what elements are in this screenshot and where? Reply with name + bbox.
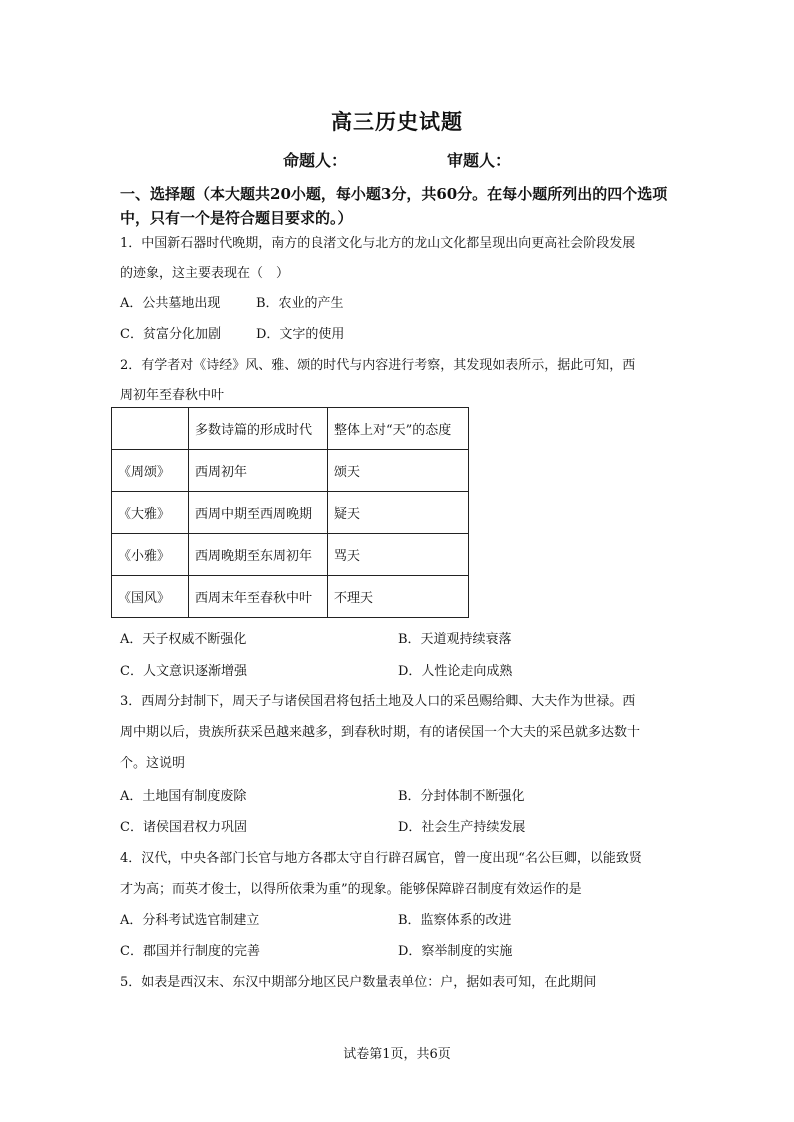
table-row: [112, 492, 469, 534]
q4-stem-line2: 才为高；而英才俊士，以得所依秉为重”的现象。能够保障辟召制度有效运作的是: [120, 882, 582, 897]
q4-option-d[interactable]: D．察举制度的实施: [398, 944, 513, 959]
q4-option-b[interactable]: B．监察体系的改进: [398, 913, 512, 928]
q1-stem-line1: 1．中国新石器时代晚期，南方的良渚文化与北方的龙山文化都呈现出向更高社会阶段发展: [120, 236, 636, 251]
q1-option-d[interactable]: D．文字的使用: [256, 327, 345, 342]
page-title: 高三历史试题: [331, 109, 463, 134]
q1-option-c[interactable]: C．贫富分化加剧: [120, 327, 221, 342]
table-cell: 骂天: [328, 534, 469, 576]
table-cell: 西周末年至春秋中叶: [189, 576, 328, 618]
table-cell: 《国风》: [112, 576, 189, 618]
section-heading: 一、选择题（本大题共20小题，每小题3分，共60分。在每小题所列出的四个选项中，只有一个是符合题目要求的。）: [120, 185, 668, 227]
table-row: [112, 534, 469, 576]
author-label: 命题人：: [282, 151, 347, 170]
q4-option-c[interactable]: C．郡国并行制度的完善: [120, 944, 260, 959]
table-cell: 不理天: [328, 576, 469, 618]
table-cell: 西周晚期至东周初年: [189, 534, 328, 576]
table-cell: 《大雅》: [112, 492, 189, 534]
table-cell: 颂天: [328, 450, 469, 492]
q3-stem-line2: 周中期以后，贵族所获采邑越来越多，到春秋时期，有的诸侯国一个大夫的采邑就多达数十: [120, 725, 641, 740]
q5-stem-line1: 5．如表是西汉末、东汉中期部分地区民户数量表单位：户，据如表可知，在此期间: [120, 975, 597, 990]
q2-option-c[interactable]: C．人文意识逐渐增强: [120, 664, 247, 679]
q3-stem-line3: 个。这说明: [120, 756, 186, 771]
table-cell: 《小雅》: [112, 534, 189, 576]
q2-option-d[interactable]: D．人性论走向成熟: [398, 664, 513, 679]
authors-line: [0, 148, 794, 171]
q1-option-b[interactable]: B．农业的产生: [256, 296, 344, 311]
q3-stem-line1: 3．西周分封制下，周天子与诸侯国君将包括土地及人口的采邑赐给卿、大夫作为世禄。西: [120, 694, 636, 709]
q4-option-a[interactable]: A．分科考试选官制建立: [120, 913, 260, 928]
page-footer: 试卷第1页，共6页: [343, 1047, 451, 1062]
table-cell: 西周中期至西周晚期: [189, 492, 328, 534]
q3-option-d[interactable]: D．社会生产持续发展: [398, 820, 526, 835]
table-cell: 整体上对“天”的态度: [328, 408, 469, 450]
table-header-row: [112, 408, 469, 450]
q3-option-c[interactable]: C．诸侯国君权力巩固: [120, 820, 247, 835]
q2-option-a[interactable]: A．天子权威不断强化: [120, 632, 247, 647]
q3-option-a[interactable]: A．土地国有制度废除: [120, 789, 247, 804]
table-cell: 西周初年: [189, 450, 328, 492]
poetry-table: [111, 407, 469, 618]
q2-stem-line1: 2．有学者对《诗经》风、雅、颂的时代与内容进行考察，其发现如表所示，据此可知，西: [120, 358, 636, 373]
table-cell: 多数诗篇的形成时代: [189, 408, 328, 450]
table-row: [112, 576, 469, 618]
q4-stem-line1: 4．汉代，中央各部门长官与地方各郡太守自行辟召属官，曾一度出现“名公巨卿，以能致贤: [120, 851, 642, 866]
table-cell: 《周颂》: [112, 450, 189, 492]
q1-option-a[interactable]: A．公共墓地出现: [120, 296, 221, 311]
table-cell: [112, 408, 189, 450]
q3-option-b[interactable]: B．分封体制不断强化: [398, 789, 525, 804]
q2-stem-line2: 周初年至春秋中叶: [120, 388, 225, 403]
table-cell: 疑天: [328, 492, 469, 534]
q1-stem-line2: 的迹象，这主要表现在（ ）: [120, 266, 290, 281]
reviewer-label: 审题人：: [447, 151, 512, 170]
table-row: [112, 450, 469, 492]
q2-option-b[interactable]: B．天道观持续衰落: [398, 632, 512, 647]
